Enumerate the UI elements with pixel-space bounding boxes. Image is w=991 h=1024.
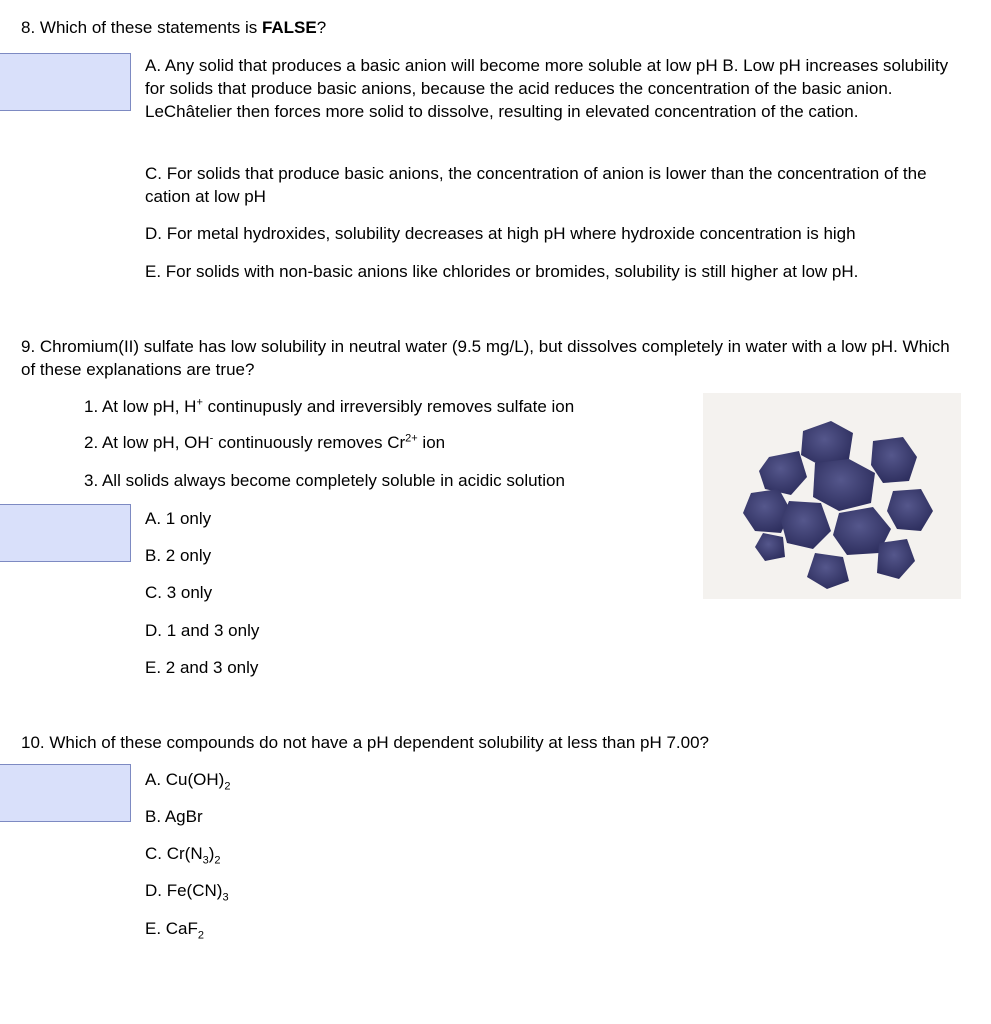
q10-option-d-pre: D. Fe(CN) <box>145 881 223 900</box>
question-10-text: 10. Which of these compounds do not have a pH dependent solubility at less than pH 7.00? <box>21 733 710 752</box>
question-8-prompt: 8. Which of these statements is <box>21 18 262 37</box>
q10-option-e-pre: E. CaF <box>145 919 198 938</box>
q8-option-d: D. For metal hydroxides, solubility decreases at high pH where hydroxide concentration is high <box>145 224 856 243</box>
answer-box-q10[interactable] <box>0 764 131 822</box>
q10-option-c-sub2: 2 <box>214 854 221 867</box>
q10-option-e-sub: 2 <box>197 929 205 942</box>
q10-option-e <box>145 917 955 940</box>
q9-statement-2-post: ion <box>417 433 446 452</box>
q9-statement-2-sup2: 2+ <box>405 432 418 445</box>
q9-option-d: D. 1 and 3 only <box>145 621 260 640</box>
question-8-end: ? <box>316 18 327 37</box>
answer-box-q8[interactable] <box>0 53 131 111</box>
q9-statement-3: 3. All solids always become completely soluble in acidic solution <box>84 471 565 490</box>
q10-option-c-sub: 3 <box>202 854 209 867</box>
chromium-sulfate-crystals-photo <box>703 393 961 599</box>
q10-option-d <box>145 879 955 902</box>
q9-statement-2-pre: 2. At low pH, OH <box>84 433 210 452</box>
q10-option-c <box>145 842 955 865</box>
q9-statement-1-post: continupusly and irreversibly removes sulfate ion <box>202 397 575 416</box>
q10-option-b: B. AgBr <box>145 807 203 826</box>
q9-option-b: B. 2 only <box>145 546 212 565</box>
q10-option-a <box>145 768 955 791</box>
q10-option-d-sub: 3 <box>222 891 229 904</box>
q10-option-a-sub: 2 <box>224 780 231 793</box>
q10-option-c-pre: C. Cr(N <box>145 844 203 863</box>
q10-option-a-pre: A. Cu(OH) <box>145 770 225 789</box>
question-8-text <box>21 16 961 39</box>
q9-statement-1-pre: 1. At low pH, H <box>84 397 197 416</box>
q9-option-a: A. 1 only <box>145 509 212 528</box>
q8-option-a: A. Any solid that produces a basic anion will become more soluble at low pH B. Low pH increases solubility for solids that produce basic anions, because the acid reduces the concentration of the basic anion. LeChâtelier then forces more solid to dissolve, resulting in elevated concentration of the cation. <box>145 56 949 121</box>
crystals-illustration <box>703 393 961 599</box>
q9-option-e: E. 2 and 3 only <box>145 658 259 677</box>
q9-statement-2-sup: - <box>209 432 214 445</box>
q9-statement-2-mid: continuously removes Cr <box>213 433 406 452</box>
q9-statement-2 <box>84 431 684 454</box>
q9-statement-1 <box>84 395 684 418</box>
q9-option-c: C. 3 only <box>145 583 213 602</box>
q8-option-e: E. For solids with non-basic anions like chlorides or bromides, solubility is still higher at low pH. <box>145 262 859 281</box>
answer-box-q9[interactable] <box>0 504 131 562</box>
q8-option-c: C. For solids that produce basic anions, the concentration of anion is lower than the concentration of the cation at low pH <box>145 164 927 206</box>
q9-statement-1-sup: + <box>196 396 203 409</box>
q10-option-c-post: ) <box>208 844 215 863</box>
question-8-emphasis: FALSE <box>261 18 317 37</box>
question-9-text: 9. Chromium(II) sulfate has low solubility in neutral water (9.5 mg/L), but dissolves completely in water with a low pH. Which of these explanations are true? <box>21 337 950 379</box>
